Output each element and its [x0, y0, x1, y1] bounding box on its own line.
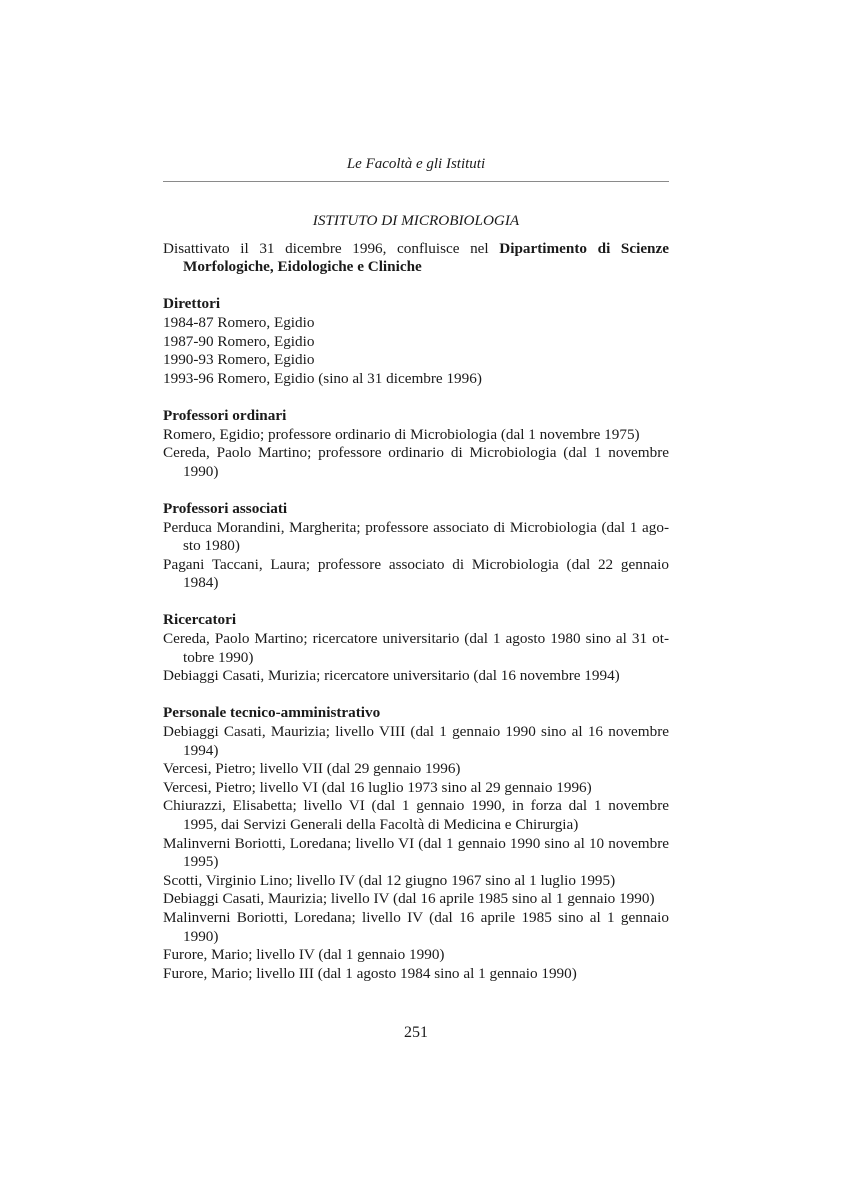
list-item: Debiaggi Casati, Murizia; ricercatore universitario (dal 16 novembre 1994)	[163, 667, 620, 685]
section-heading: Ricercatori	[163, 611, 237, 629]
list-item: Vercesi, Pietro; livello VII (dal 29 gennaio 1996)	[163, 760, 461, 778]
section-heading: Personale tecnico-amministrativo	[163, 704, 381, 722]
header-rule	[163, 181, 669, 182]
page-number: 251	[404, 1024, 428, 1041]
list-item: Scotti, Virginio Lino; livello IV (dal 12 giugno 1967 sino al 1 luglio 1995)	[163, 871, 616, 889]
list-item: Furore, Mario; livello III (dal 1 agosto 1984 sino al 1 gennaio 1990)	[163, 964, 577, 982]
list-item: Perduca Morandini, Margherita; professore associato di Microbiologia (dal 1 agosto 1980)	[163, 518, 669, 555]
section-heading: Professori associati	[163, 499, 288, 517]
section-professori-ordinari	[163, 407, 669, 481]
list-item: Pagani Taccani, Laura; professore associato di Microbiologia (dal 22 gennaio 1984)	[163, 555, 669, 592]
list-item: Debiaggi Casati, Maurizia; livello VIII (dal 1 gennaio 1990 sino al 16 novembre 1994)	[163, 723, 669, 759]
section-direttori	[163, 295, 669, 388]
intro-paragraph	[163, 240, 669, 277]
list-item: 1984-87 Romero, Egidio	[163, 313, 315, 331]
institute-title: ISTITUTO DI MICROBIOLOGIA	[312, 212, 520, 229]
list-item: 1990-93 Romero, Egidio	[163, 351, 315, 369]
intro-text: Disattivato il 31 dicembre 1996, confluisce nel	[163, 239, 500, 257]
page-body	[163, 212, 669, 983]
section-ricercatori	[163, 611, 669, 685]
list-item: Malinverni Boriotti, Loredana; livello IV (dal 16 aprile 1985 sino al 1 gennaio 1990)	[163, 908, 669, 945]
list-item: 1993-96 Romero, Egidio (sino al 31 dicembre 1996)	[163, 369, 482, 387]
list-item: Debiaggi Casati, Maurizia; livello IV (dal 16 aprile 1985 sino al 1 gennaio 1990)	[163, 890, 655, 908]
list-item: Romero, Egidio; professore ordinario di Microbiologia (dal 1 novembre 1975)	[163, 425, 640, 443]
list-item: Chiurazzi, Elisabetta; livello VI (dal 1 gennaio 1990, in forza dal 1 novembre 1995, dai Servizi Generali della Facoltà di Medicina e Chirurgia)	[163, 797, 669, 833]
section-professori-associati	[163, 500, 669, 593]
list-item: Cereda, Paolo Martino; ricercatore universitario (dal 1 agosto 1980 sino al 31 ottobre 1990)	[163, 630, 669, 666]
list-item: Malinverni Boriotti, Loredana; livello VI (dal 1 gennaio 1990 sino al 10 novembre 1995)	[163, 834, 669, 871]
list-item: Cereda, Paolo Martino; professore ordinario di Microbiologia (dal 1 novembre 1990)	[163, 444, 669, 480]
list-item: 1987-90 Romero, Egidio	[163, 332, 315, 350]
list-item: Vercesi, Pietro; livello VI (dal 16 luglio 1973 sino al 29 gennaio 1996)	[163, 778, 592, 796]
section-heading: Professori ordinari	[163, 406, 287, 424]
running-head: Le Facoltà e gli Istituti	[346, 156, 486, 172]
intro-department: Dipartimento di Scienze Morfologiche, Eidologiche e Cliniche	[183, 239, 669, 276]
list-item: Furore, Mario; livello IV (dal 1 gennaio 1990)	[163, 946, 445, 964]
section-heading: Direttori	[163, 295, 221, 313]
section-personale-tecnico	[163, 704, 669, 983]
